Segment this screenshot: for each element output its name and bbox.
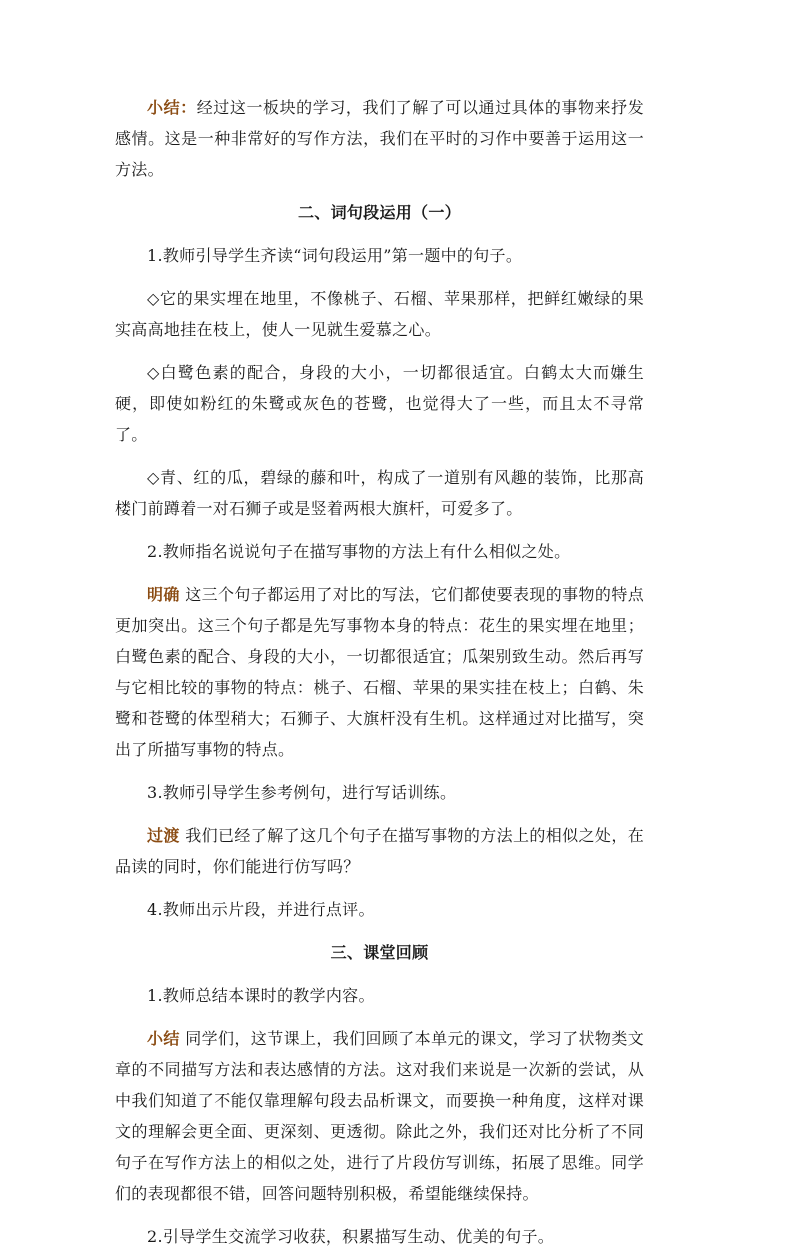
review-step-1: 1.教师总结本课时的教学内容。 bbox=[147, 986, 375, 1005]
summary-paragraph-2: 小结 同学们，这节课上，我们回顾了本单元的课文，学习了状物类文章的不同描写方法和表达感情的方法。这对我们来说是一次新的尝试，从中我们知道了不能仅靠理解句段去品析课文，而要换一种角度，这样对课文的理解会更全面、更深刻、更透彻。除此之外，我们还对比分析了不同句子在写作方法上的相似之处，进行了片段仿写训练，拓展了思维。同学们的表现都很不错，回答问题特别积极，希望能继续保持。 bbox=[115, 1029, 645, 1203]
summary-label-2: 小结 bbox=[147, 1029, 180, 1048]
example-sentence-2: ◇白鹭色素的配合，身段的大小，一切都很适宜。白鹤太大而嫌生硬，即使如粉红的朱鹭或灰色的苍鹭，也觉得大了一些，而且太不寻常了。 bbox=[115, 363, 644, 444]
step-4: 4.教师出示片段，并进行点评。 bbox=[147, 900, 375, 919]
step-3: 3.教师引导学生参考例句，进行写话训练。 bbox=[147, 783, 457, 802]
summary-label: 小结： bbox=[147, 98, 197, 117]
summary-paragraph-1: 小结：经过这一板块的学习，我们了解了可以通过具体的事物来抒发感情。这是一种非常好的写作方法，我们在平时的习作中要善于运用这一方法。 bbox=[115, 98, 644, 179]
section-heading-2: 二、词句段运用（一） bbox=[297, 203, 461, 222]
example-sentence-1: ◇它的果实埋在地里，不像桃子、石榴、苹果那样，把鲜红嫩绿的果实高高地挂在枝上，使人一见就生爱慕之心。 bbox=[115, 289, 644, 339]
clarification-label: 明确 bbox=[147, 585, 180, 604]
transition-label: 过渡 bbox=[147, 826, 180, 845]
example-sentence-3: ◇青、红的瓜，碧绿的藤和叶，构成了一道别有风趣的装饰，比那高楼门前蹲着一对石狮子或是竖着两根大旗杆，可爱多了。 bbox=[115, 468, 644, 518]
step-2: 2.教师指名说说句子在描写事物的方法上有什么相似之处。 bbox=[147, 542, 571, 561]
section-heading-3: 三、课堂回顾 bbox=[330, 943, 429, 962]
clarification-paragraph: 明确 这三个句子都运用了对比的写法，它们都使要表现的事物的特点更加突出。这三个句子都是先写事物本身的特点：花生的果实埋在地里；白鹭色素的配合、身段的大小，一切都很适宜；瓜架别致生动。然后再写与它相比较的事物的特点：桃子、石榴、苹果的果实挂在枝上；白鹤、朱鹭和苍鹭的体型稍大；石狮子、大旗杆没有生机。这样通过对比描写，突出了所描写事物的特点。 bbox=[115, 585, 645, 759]
step-1: 1.教师引导学生齐读“词句段运用”第一题中的句子。 bbox=[147, 246, 523, 265]
review-step-2: 2.引导学生交流学习收获，积累描写生动、优美的句子。 bbox=[147, 1227, 555, 1246]
transition-paragraph: 过渡 我们已经了解了这几个句子在描写事物的方法上的相似之处，在品读的同时，你们能进行仿写吗？ bbox=[115, 826, 645, 876]
